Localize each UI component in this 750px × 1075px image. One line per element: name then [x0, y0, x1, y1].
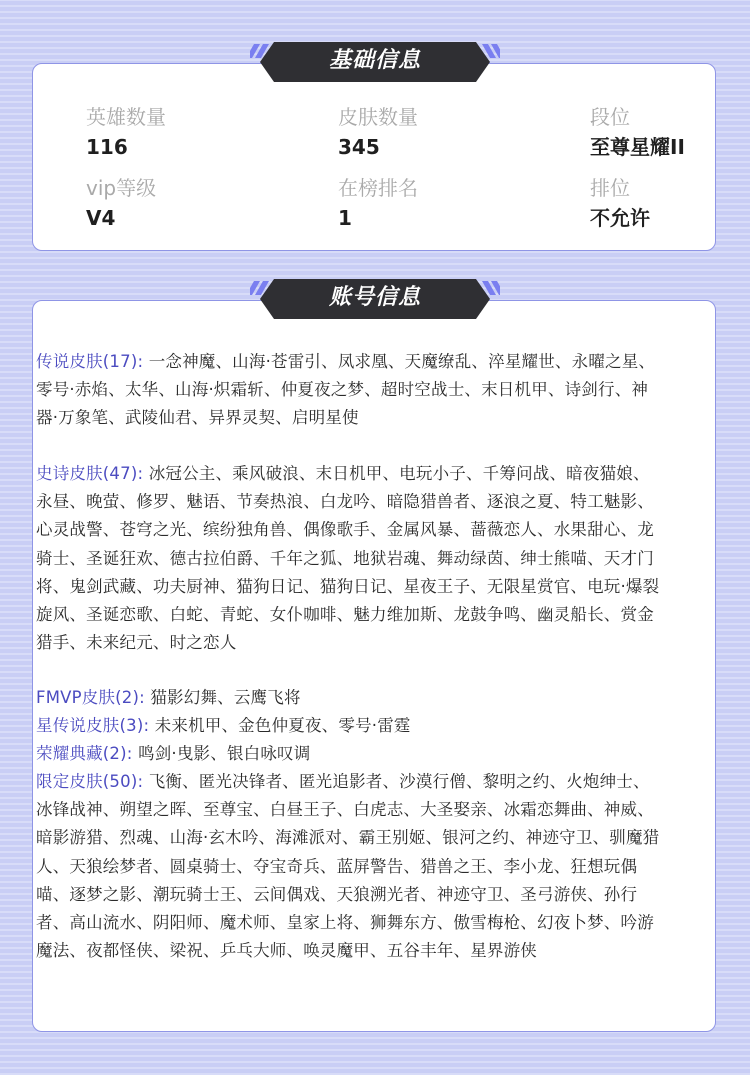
- stat-label: 皮肤数量: [338, 105, 418, 129]
- account-info-title: 账号信息: [328, 285, 421, 310]
- stat-leaderboard-rank: [338, 175, 418, 231]
- legendary-skins-list: 一念神魔、山海·苍雷引、凤求凰、天魔缭乱、淬星耀世、永曜之星、零号·赤焰、太华、山海·炽霜斩、仲夏夜之梦、超时空战士、末日机甲、诗剑行、神器·万象笔、武陵仙君、异界灵契、启明星使: [36, 352, 656, 428]
- star-legend-skins: [36, 712, 662, 740]
- stat-label: 排位: [590, 176, 630, 200]
- stat-label: 在榜排名: [338, 176, 418, 200]
- stat-value: 至尊星耀II: [590, 135, 685, 159]
- basic-info-tab: [250, 38, 500, 86]
- stat-value: 1: [338, 206, 352, 230]
- glory-collection-label: 荣耀典藏(2):: [36, 744, 133, 763]
- star-legend-skins-label: 星传说皮肤(3):: [36, 716, 150, 735]
- limited-skins-list: 飞衡、匿光决锋者、匿光追影者、沙漠行僧、黎明之约、火炮绅士、冰锋战神、朔望之晖、至尊宝、白昼王子、白虎志、大圣娶亲、冰霜恋舞曲、神威、暗影游猎、烈魂、山海·玄木吟、海滩派对、霸王别姬、银河之约、神迹守卫、驯魔猎人、天狼绘梦者、圆桌骑士、夺宝奇兵、蓝屏警告、猎兽之王、李小龙、狂想玩偶喵、逐梦之影、潮玩骑士王、云间偶戏、天狼溯光者、神迹守卫、圣弓游侠、孙行者、高山流水、阴阳师、魔术师、皇家上将、狮舞东方、傲雪梅枪、幻夜卜梦、吟游魔法、夜都怪侠、梁祝、乒乓大师、唤灵魔甲、五谷丰年、星界游侠: [36, 772, 660, 961]
- fmvp-skins-list: 猫影幻舞、云鹰飞将: [150, 688, 301, 707]
- legendary-skins-label: 传说皮肤(17):: [36, 352, 144, 371]
- stat-vip-level: [86, 175, 156, 231]
- glory-collection-list: 鸣剑·曳影、银白咏叹调: [138, 744, 311, 763]
- star-legend-skins-list: 未来机甲、金色仲夏夜、零号·雷霆: [154, 716, 411, 735]
- stat-skin-count: [338, 104, 418, 160]
- glory-collection-skins: [36, 740, 662, 768]
- stat-value: V4: [86, 206, 116, 230]
- epic-skins: [36, 460, 662, 657]
- limited-skins-label: 限定皮肤(50):: [36, 772, 144, 791]
- stat-label: 段位: [590, 105, 630, 129]
- epic-skins-label: 史诗皮肤(47):: [36, 464, 144, 483]
- fmvp-skins: [36, 684, 662, 712]
- stat-label: vip等级: [86, 176, 157, 200]
- basic-info-title: 基础信息: [328, 48, 421, 73]
- account-info-tab: [250, 275, 500, 323]
- legendary-skins: [36, 348, 662, 433]
- stat-rank-tier: [590, 104, 685, 160]
- stat-value: 345: [338, 135, 380, 159]
- limited-skins: [36, 768, 662, 965]
- epic-skins-list: 冰冠公主、乘风破浪、末日机甲、电玩小子、千筹问战、暗夜猫娘、永昼、晚萤、修罗、魅语、节奏热浪、白龙吟、暗隐猎兽者、逐浪之夏、特工魅影、心灵战警、苍穹之光、缤纷独角兽、偶像歌手、金属风暴、蔷薇恋人、水果甜心、龙骑士、圣诞狂欢、德古拉伯爵、千年之狐、地狱岩魂、舞动绿茵、绅士熊喵、天才门将、鬼剑武藏、功夫厨神、猫狗日记、猫狗日记、星夜王子、无限星赏官、电玩·爆裂旋风、圣诞恋歌、白蛇、青蛇、女仆咖啡、魅力维加斯、龙鼓争鸣、幽灵船长、赏金猎手、未来纪元、时之恋人: [36, 464, 660, 653]
- stat-hero-count: [86, 104, 166, 160]
- stat-value: 116: [86, 135, 128, 159]
- fmvp-skins-label: FMVP皮肤(2):: [36, 688, 145, 707]
- stat-label: 英雄数量: [86, 105, 166, 129]
- stat-value: 不允许: [590, 206, 650, 230]
- stat-ranked-permission: [590, 175, 650, 231]
